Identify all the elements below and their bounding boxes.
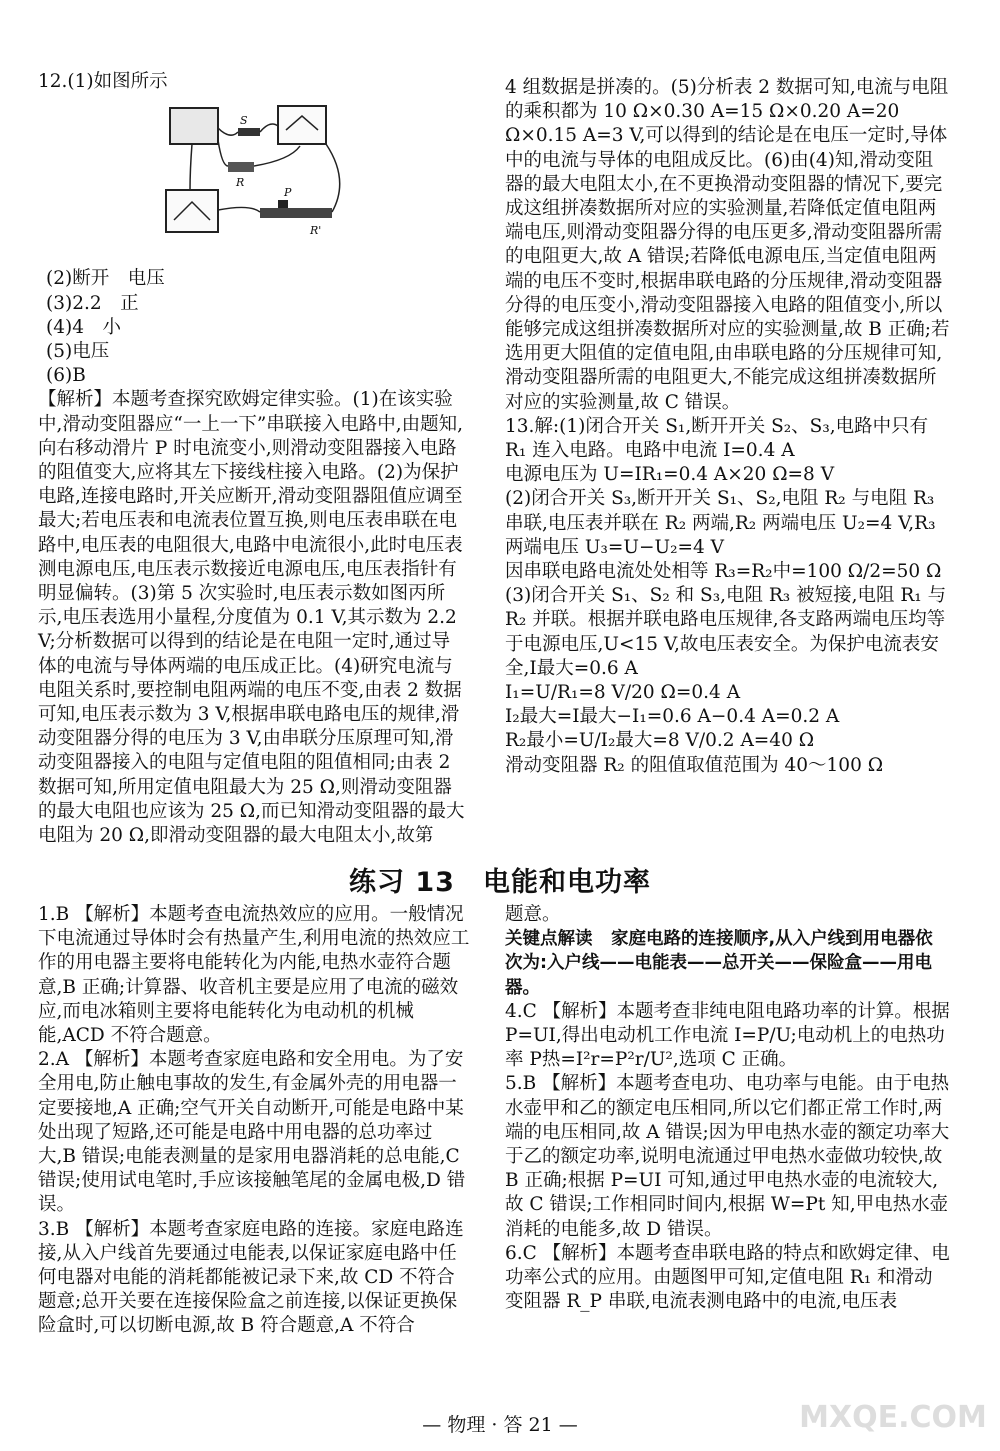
q13-r3: 因串联电路电流处处相等 R₃=R₂中=100 Ω/2=50 Ω bbox=[505, 561, 942, 583]
answer-item-1: 1.B 【解析】本题考查电流热效应的应用。一般情况下电流通过导体时会有热量产生,利用电流的热效应工作的用电器主要将电能转化为内能,电热水壶符合题意,B 正确;计算器、收音机主要是应用了电流的磁效应,而电冰箱则主要将电能转化为电动机的机械能,ACD 不符合题意。 bbox=[38, 904, 470, 1047]
q12-analysis: 【解析】本题考查探究欧姆定律实验。(1)在该实验中,滑动变阻器应“一上一下”串联接入电路中,由题知,向右移动滑片 P 时电流变小,则滑动变阻器接入电路的阻值变大,应将其左下接线柱接入电路。(2)为保护电路,连接电路时,开关应断开,滑动变阻器阻值应调至最大;若电压表和电流表位置互换,则电压表串联在电路中,电压表的电阻很大,电路中电流很小,此时电压表测电源电压,电压表示数接近电源电压,电压表指针有明显偏转。(3)第 5 次实验时,电压表示数如图丙所示,电压表选用小量程,分度值为 0.1 V,其示数为 2.2 V;分析数据可以得到的结论是在电阻一定时,通过导体的电流与导体两端的电压成正比。(4)研究电流与电阻关系时,要控制电阻两端的电压不变,由表 2 数据可知,电压表示数为 3 V,根据串联电路电压的规律,滑动变阻器分得的电压为 3 V,由串联分压原理可知,滑动变阻器接入的电阻与定值电阻的阻值相同;由表 2 数据可知,所用定值电阻最大为 25 Ω,则滑动变阻器的最大电阻也应该为 25 Ω,而已知滑动变阻器的最大电阻为 20 Ω,即滑动变阻器的最大电阻太小,故第 bbox=[38, 389, 465, 847]
answer-3: (3)2.2 正 bbox=[46, 292, 139, 314]
answer-item-2: 2.A 【解析】本题考查家庭电路和安全用电。为了安全用电,防止触电事故的发生,有金属外壳的用电器一定要接地,A 正确;空气开关自动断开,可能是电路中某处出现了短路,还可能是电路中用电器的总功率过大,B 错误;电能表测量的是家用电器消耗的总电能,C 错误;使用试电笔时,手应该接触笔尾的金属电极,D 错误。 bbox=[38, 1049, 466, 1216]
analysis-continued: 4 组数据是拼凑的。(5)分析表 2 数据可知,电流与电阻的乘积都为 10 Ω×0.30 A=15 Ω×0.20 A=20 Ω×0.15 A=3 V,可以得到的结论是在电压一定时,导体中的电流与导体的电阻成反比。(6)由(4)知,滑动变阻器的最大电阻太小,在不更换滑动变阻器的情况下,要完成这组拼凑数据所对应的实验测量,若降低定值电阻两端电压,则滑动变阻器分得的电压更多,滑动变阻器所需的电阻更大,故 A 错误;若降低电源电压,当定值电阻两端的电压不变时,根据串联电路的分压规律,滑动变阻器分得的电压变小,滑动变阻器接入电路的阻值变小,所以能够完成这组拼凑数据所对应的实验测量,故 B 正确;若选用更大阻值的定值电阻,由串联电路的分压规律可知,滑动变阻器所需的电阻更大,不能完成这组拼凑数据所对应的实验测量,故 C 错误。 bbox=[505, 77, 950, 413]
answer-2: (2)断开 电压 bbox=[46, 268, 165, 290]
answer-item-4: 4.C 【解析】本题考查非纯电阻电路功率的计算。根据 P=UI,得出电动机工作电流 I=P/U;电动机上的电热功率 P热=I²r=P²r/U²,选项 C 正确。 bbox=[505, 1000, 950, 1071]
key-point-text: 家庭电路的连接顺序,从入户线到用电器依次为:入户线——电能表——总开关——保险盒——用电器。 bbox=[505, 929, 933, 998]
answer-item-5: 5.B 【解析】本题考查电功、电功率与电能。由于电热水壶甲和乙的额定电压相同,所以它们都正常工作时,两端的电压相同,故 A 错误;因为甲电热水壶的额定功率大于乙的额定功率,说明电流通过甲电热水壶做功较快,故 B 正确;根据 P=UI 可知,通过甲电热水壶的电流较大,故 C 错误;工作相同时间内,根据 W=Pt 知,甲电热水壶消耗的电能多,故 D 错误。 bbox=[505, 1073, 950, 1240]
svg-text:MXQE.COM: MXQE.COM bbox=[799, 1400, 987, 1435]
q13-voltage: 电源电压为 U=IR₁=0.4 A×20 Ω=8 V bbox=[505, 464, 835, 486]
q13-range: 滑动变阻器 R₂ 的阻值取值范围为 40～100 Ω bbox=[505, 754, 884, 776]
q12-heading: 12.(1)如图所示 bbox=[38, 71, 168, 92]
ammeter-icon bbox=[166, 190, 218, 232]
left-column bbox=[38, 70, 468, 848]
power-supply-icon bbox=[170, 108, 218, 144]
section-title: 练习 13 电能和电功率 bbox=[349, 867, 651, 898]
watermark-logo bbox=[798, 1383, 988, 1443]
answer-4: (4)4 小 bbox=[46, 316, 121, 338]
voltmeter-icon bbox=[278, 106, 326, 144]
answer-item-6: 6.C 【解析】本题考查串联电路的特点和欧姆定律、电功率公式的应用。由题图甲可知,定值电阻 R₁ 和滑动变阻器 R_P 串联,电流表测电路中的电流,电压表 bbox=[505, 1242, 950, 1313]
right-column bbox=[505, 76, 950, 778]
answer-6: (6)B bbox=[46, 365, 86, 387]
q13-i2max: I₂最大=I最大−I₁=0.6 A−0.4 A=0.2 A bbox=[505, 706, 840, 728]
item-3-continued: 题意。 bbox=[505, 904, 561, 925]
switch-icon bbox=[238, 128, 260, 136]
svg-text:S: S bbox=[240, 114, 248, 128]
svg-text:R: R bbox=[236, 176, 245, 190]
q13-part3: (3)闭合开关 S₁、S₂ 和 S₃,电阻 R₃ 被短接,电阻 R₁ 与 R₂ 并联。根据并联电路电压规律,各支路两端电压均等于电源电压,U<15 V,故电压表安全。为保护电流表安全,I最大=0.6 A bbox=[505, 585, 947, 679]
answer-5: (5)电压 bbox=[46, 341, 110, 363]
q13-part1: 13.解:(1)闭合开关 S₁,断开开关 S₂、S₃,电路中只有 R₁ 连入电路。电路中电流 I=0.4 A bbox=[505, 415, 929, 462]
rheostat-icon bbox=[260, 208, 332, 218]
answer-item-3: 3.B 【解析】本题考查家庭电路的连接。家庭电路连接,从入户线首先要通过电能表,以保证家庭电路中任何电器对电能的消耗都能被记录下来,故 CD 不符合题意;总开关要在连接保险盒之前连接,以保证更换保险盒时,可以切断电源,故 B 符合题意,A 不符合 bbox=[38, 1218, 464, 1337]
key-point-note bbox=[505, 927, 950, 1000]
bottom-left-column bbox=[38, 903, 470, 1339]
svg-text:P: P bbox=[284, 186, 292, 200]
q13-r2min: R₂最小=U/I₂最大=8 V/0.2 A=40 Ω bbox=[505, 730, 815, 752]
q13-i1: I₁=U/R₁=8 V/20 Ω=0.4 A bbox=[505, 682, 741, 704]
bottom-right-column bbox=[505, 903, 950, 1314]
circuit-figure bbox=[160, 100, 360, 250]
q13-part2: (2)闭合开关 S₃,断开开关 S₁、S₂,电阻 R₂ 与电阻 R₃ 串联,电压表并联在 R₂ 两端,R₂ 两端电压 U₂=4 V,R₃ 两端电压 U₃=U−U₂=4 V bbox=[505, 488, 936, 558]
key-point-label: 关键点解读 bbox=[505, 929, 593, 950]
svg-text:R': R' bbox=[310, 224, 322, 238]
page-footer: — 物理 · 答 21 — bbox=[422, 1414, 578, 1436]
resistor-icon bbox=[228, 162, 254, 172]
